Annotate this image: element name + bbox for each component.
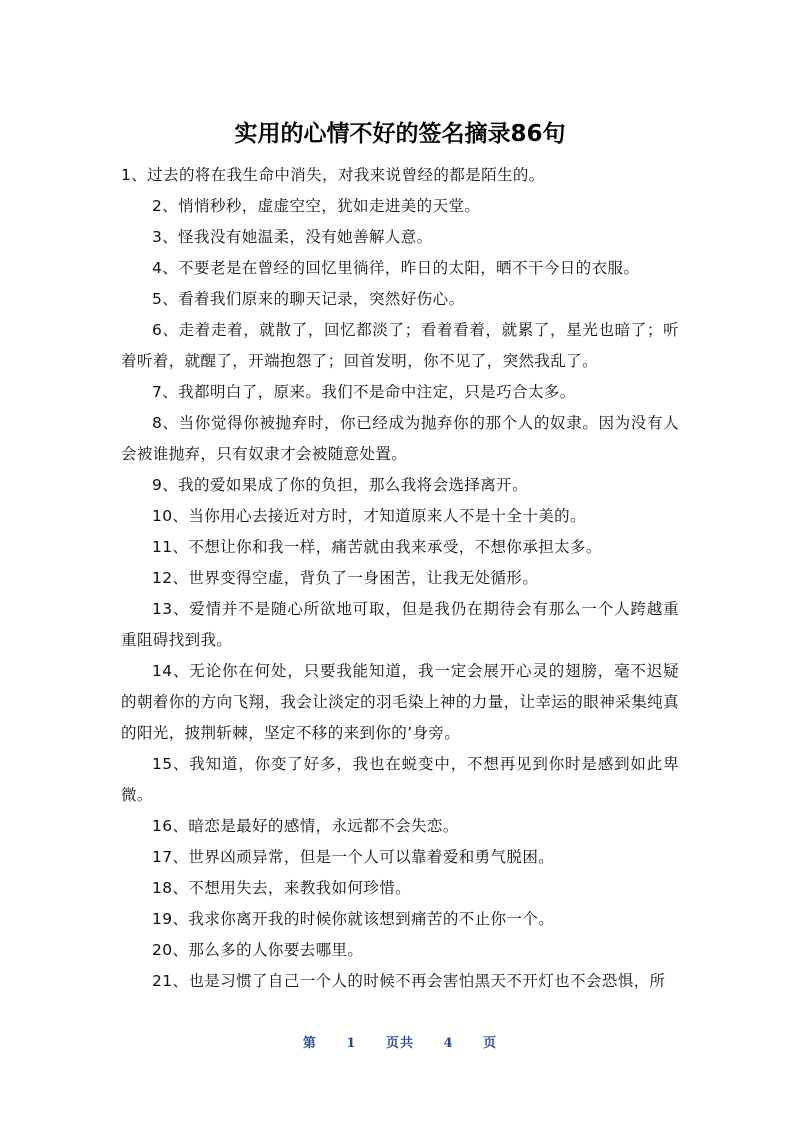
paragraph-3: 3、怪我没有她温柔，没有她善解人意。: [152, 228, 433, 246]
paragraph-10: 10、当你用心去接近对方时，才知道原来人不是十全十美的。: [152, 507, 586, 525]
paragraph-16: 16、暗恋是最好的感情，永远都不会失恋。: [152, 817, 459, 835]
paragraph-14: 14、无论你在何处，只要我能知道，我一定会展开心灵的翅膀，毫不迟疑的朝着你的方向飞翔，我会让淡定的羽毛染上神的力量，让幸运的眼神采集纯真的阳光，披荆斩棘，坚定不移的来到你的’身旁。: [121, 662, 679, 742]
paragraph-12: 12、世界变得空虚，背负了一身困苦，让我无处循形。: [152, 569, 539, 587]
paragraph-7: 7、我都明白了，原来。我们不是命中注定，只是巧合太多。: [152, 383, 576, 401]
paragraph-15: 15、我知道，你变了好多，我也在蜕变中，不想再见到你时是感到如此卑微。: [121, 755, 679, 804]
page-label-mid: 页共: [385, 1036, 414, 1051]
document-body: [121, 160, 679, 997]
paragraph-6: 6、走着走着，就散了，回忆都淡了；看着看着，就累了，星光也暗了；听着听着，就醒了，开端抱怨了；回首发明，你不见了，突然我乱了。: [121, 321, 679, 370]
paragraph-1: 1、过去的将在我生命中消失，对我来说曾经的都是陌生的。: [121, 166, 545, 184]
total-pages: 4: [443, 1036, 454, 1051]
paragraph-4: 4、不要老是在曾经的回忆里徜徉，昨日的太阳，晒不干今日的衣服。: [152, 259, 640, 277]
page-label-suffix: 页: [483, 1036, 498, 1051]
paragraph-8: 8、当你觉得你被抛弃时，你已经成为抛弃你的那个人的奴隶。因为没有人会被谁抛弃，只有奴隶才会被随意处置。: [121, 414, 679, 463]
paragraph-2: 2、悄悄秒秒，虚虚空空，犹如走进美的天堂。: [152, 197, 481, 215]
paragraph-20: 20、那么多的人你要去哪里。: [152, 941, 364, 959]
page-label-prefix: 第: [302, 1036, 317, 1051]
paragraph-9: 9、我的爱如果成了你的负担，那么我将会选择离开。: [152, 476, 528, 494]
document-title: 实用的心情不好的签名摘录86句: [234, 121, 566, 147]
paragraph-17: 17、世界凶顽异常，但是一个人可以靠着爱和勇气脱困。: [152, 848, 555, 866]
page-footer: [0, 1032, 800, 1051]
paragraph-19: 19、我求你离开我的时候你就该想到痛苦的不止你一个。: [152, 910, 555, 928]
paragraph-21: 21、也是习惯了自己一个人的时候不再会害怕黑天不开灯也不会恐惧，所: [152, 972, 666, 990]
paragraph-11: 11、不想让你和我一样，痛苦就由我来承受，不想你承担太多。: [152, 538, 602, 556]
paragraph-13: 13、爱情并不是随心所欲地可取，但是我仍在期待会有那么一个人跨越重重阻碍找到我。: [121, 600, 679, 649]
page-number: 1: [346, 1036, 357, 1051]
paragraph-18: 18、不想用失去，来教我如何珍惜。: [152, 879, 412, 897]
paragraph-5: 5、看着我们原来的聊天记录，突然好伤心。: [152, 290, 465, 308]
